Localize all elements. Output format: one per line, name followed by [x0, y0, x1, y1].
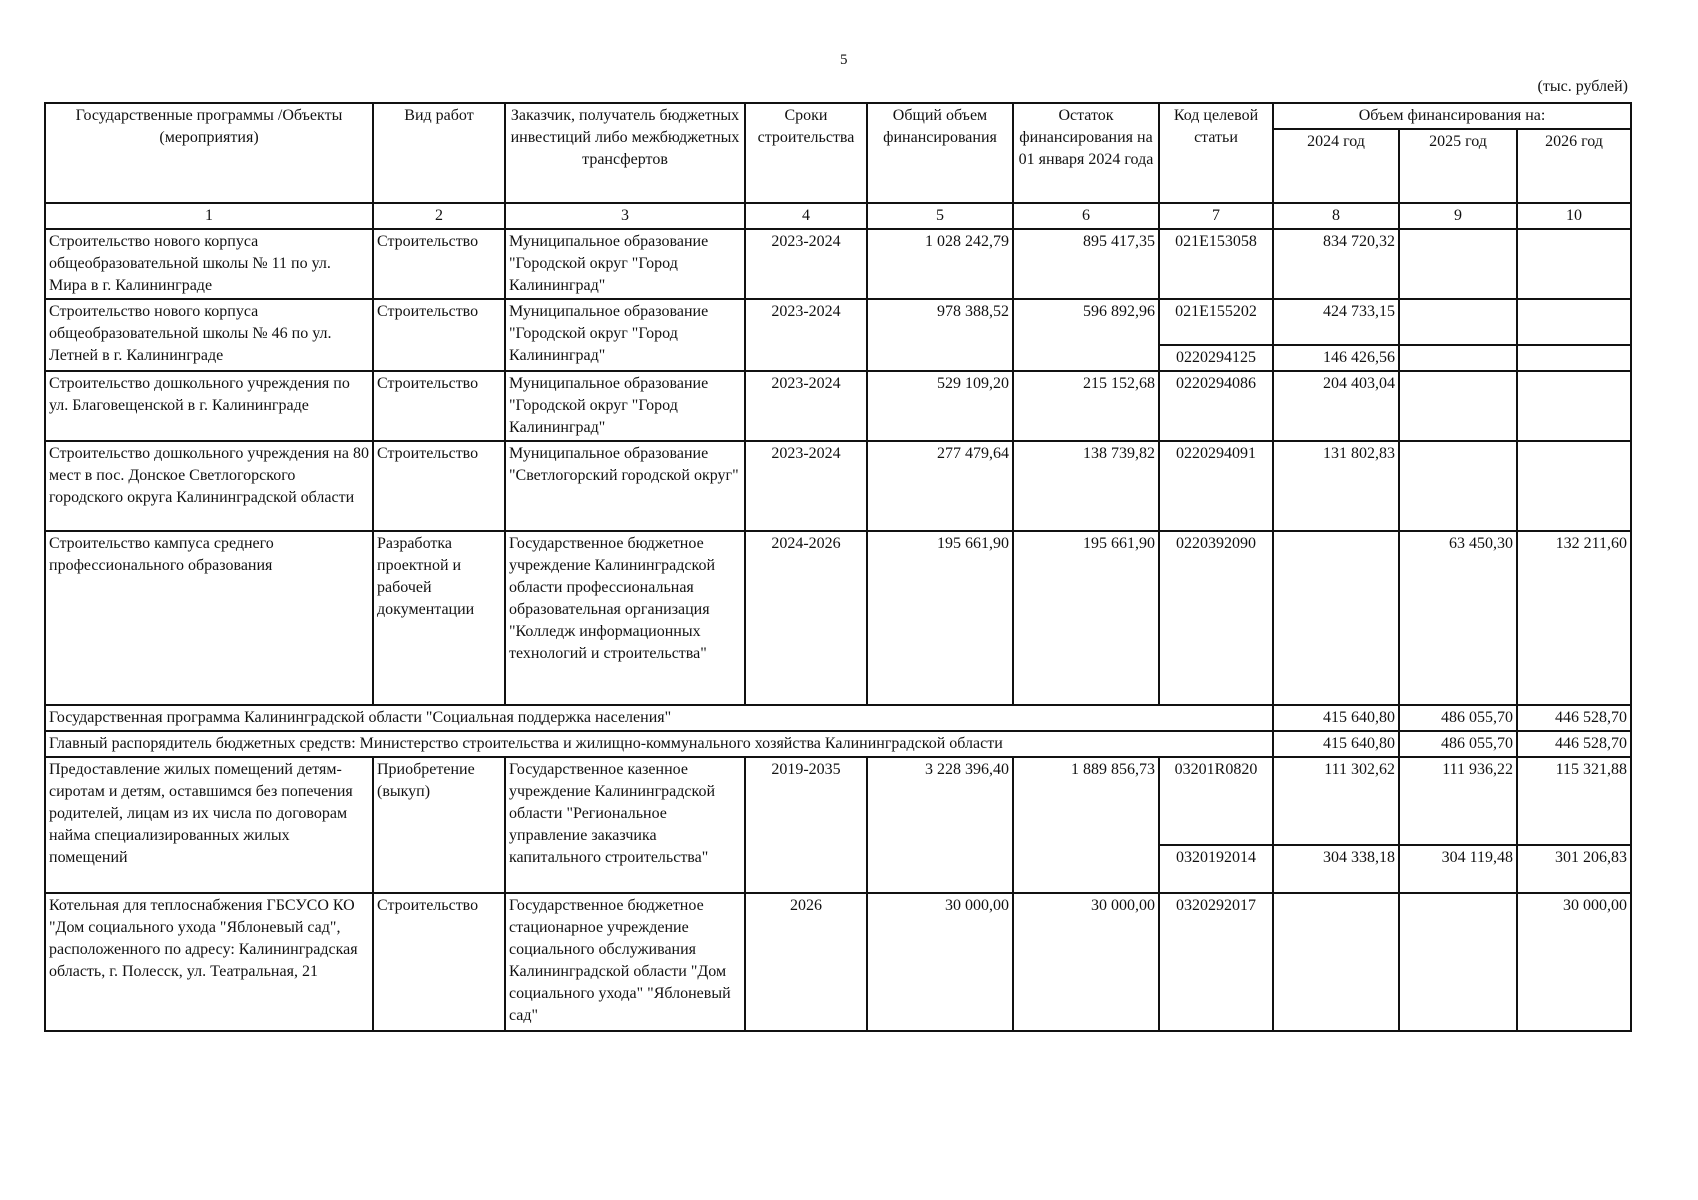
col-header-work-type: Вид работ [373, 103, 505, 203]
work-type-cell: Строительство [373, 441, 505, 531]
rest-cell: 1 889 856,73 [1013, 757, 1159, 893]
object-cell: Строительство дошкольного учреждения на 80 мест в пос. Донское Светлогорского городского округа Калининградской области [45, 441, 373, 531]
y2025-cell: 63 450,30 [1399, 531, 1517, 705]
y2026-cell: 115 321,88 [1517, 757, 1631, 845]
customer-cell: Муниципальное образование "Городской округ "Город Калининград" [505, 299, 745, 371]
program-y2024: 415 640,80 [1273, 705, 1399, 731]
code-cell: 0320292017 [1159, 893, 1273, 1031]
y2024-cell: 424 733,15 [1273, 299, 1399, 345]
col-header-period: Сроки строительства [745, 103, 867, 203]
customer-cell: Государственное бюджетное стационарное учреждение социального обслуживания Калининградской области "Дом социального ухода" "Яблоневый сад" [505, 893, 745, 1031]
units-label: (тыс. рублей) [1537, 78, 1628, 95]
period-cell: 2024-2026 [745, 531, 867, 705]
y2026-cell [1517, 345, 1631, 371]
manager-row [45, 731, 1631, 757]
rest-cell: 596 892,96 [1013, 299, 1159, 371]
program-y2025: 486 055,70 [1399, 705, 1517, 731]
y2024-cell: 146 426,56 [1273, 345, 1399, 371]
index-cell: 4 [745, 203, 867, 229]
index-cell: 7 [1159, 203, 1273, 229]
code-cell: 0220392090 [1159, 531, 1273, 705]
work-type-cell: Разработка проектной и рабочей документации [373, 531, 505, 705]
table-row [45, 757, 1631, 845]
y2025-cell [1399, 229, 1517, 299]
object-cell: Строительство кампуса среднего профессионального образования [45, 531, 373, 705]
index-cell: 1 [45, 203, 373, 229]
code-cell: 03201R0820 [1159, 757, 1273, 845]
period-cell: 2023-2024 [745, 441, 867, 531]
period-cell: 2026 [745, 893, 867, 1031]
work-type-cell: Строительство [373, 299, 505, 371]
rest-cell: 138 739,82 [1013, 441, 1159, 531]
rest-cell: 215 152,68 [1013, 371, 1159, 441]
y2024-cell: 834 720,32 [1273, 229, 1399, 299]
total-cell: 3 228 396,40 [867, 757, 1013, 893]
index-cell: 2 [373, 203, 505, 229]
code-cell: 021E153058 [1159, 229, 1273, 299]
table-row [45, 299, 1631, 345]
total-cell: 978 388,52 [867, 299, 1013, 371]
total-cell: 30 000,00 [867, 893, 1013, 1031]
y2025-cell: 111 936,22 [1399, 757, 1517, 845]
object-cell: Строительство нового корпуса общеобразовательной школы № 11 по ул. Мира в г. Калининграде [45, 229, 373, 299]
work-type-cell: Приобретение (выкуп) [373, 757, 505, 893]
work-type-cell: Строительство [373, 893, 505, 1031]
index-cell: 5 [867, 203, 1013, 229]
y2026-cell: 301 206,83 [1517, 845, 1631, 893]
index-cell: 3 [505, 203, 745, 229]
col-header-financing-group: Объем финансирования на: [1273, 103, 1631, 129]
y2024-cell: 304 338,18 [1273, 845, 1399, 893]
manager-y2025: 486 055,70 [1399, 731, 1517, 757]
index-row [45, 203, 1631, 229]
program-title: Государственная программа Калининградской области "Социальная поддержка населения" [45, 705, 1273, 731]
work-type-cell: Строительство [373, 229, 505, 299]
rest-cell: 895 417,35 [1013, 229, 1159, 299]
manager-y2026: 446 528,70 [1517, 731, 1631, 757]
col-header-2024: 2024 год [1273, 129, 1399, 203]
object-cell: Котельная для теплоснабжения ГБСУСО КО "Дом социального ухода "Яблоневый сад", расположенного по адресу: Калининградская область, г. Полесск, ул. Театральная, 21 [45, 893, 373, 1031]
y2024-cell [1273, 531, 1399, 705]
code-cell: 0220294091 [1159, 441, 1273, 531]
total-cell: 1 028 242,79 [867, 229, 1013, 299]
table-row [45, 531, 1631, 705]
y2025-cell [1399, 441, 1517, 531]
y2025-cell [1399, 345, 1517, 371]
col-header-code: Код целевой статьи [1159, 103, 1273, 203]
y2025-cell [1399, 893, 1517, 1031]
y2025-cell [1399, 299, 1517, 345]
rest-cell: 195 661,90 [1013, 531, 1159, 705]
col-header-total: Общий объем финансирования [867, 103, 1013, 203]
header-row [45, 103, 1631, 129]
object-cell: Предоставление жилых помещений детям-сиротам и детям, оставшимся без попечения родителей, лицам из их числа по договорам найма специализированных жилых помещений [45, 757, 373, 893]
code-cell: 0220294125 [1159, 345, 1273, 371]
manager-y2024: 415 640,80 [1273, 731, 1399, 757]
total-cell: 195 661,90 [867, 531, 1013, 705]
page-number: 5 [840, 52, 848, 68]
customer-cell: Муниципальное образование "Городской округ "Город Калининград" [505, 371, 745, 441]
col-header-customer: Заказчик, получатель бюджетных инвестиций либо межбюджетных трансфертов [505, 103, 745, 203]
y2024-cell: 204 403,04 [1273, 371, 1399, 441]
object-cell: Строительство дошкольного учреждения по ул. Благовещенской в г. Калининграде [45, 371, 373, 441]
work-type-cell: Строительство [373, 371, 505, 441]
total-cell: 277 479,64 [867, 441, 1013, 531]
code-cell: 021E155202 [1159, 299, 1273, 345]
y2026-cell [1517, 229, 1631, 299]
y2024-cell: 111 302,62 [1273, 757, 1399, 845]
code-cell: 0220294086 [1159, 371, 1273, 441]
code-cell: 0320192014 [1159, 845, 1273, 893]
col-header-objects: Государственные программы /Объекты (мероприятия) [45, 103, 373, 203]
object-cell: Строительство нового корпуса общеобразовательной школы № 46 по ул. Летней в г. Калининграде [45, 299, 373, 371]
y2026-cell: 30 000,00 [1517, 893, 1631, 1031]
period-cell: 2023-2024 [745, 229, 867, 299]
rest-cell: 30 000,00 [1013, 893, 1159, 1031]
period-cell: 2023-2024 [745, 371, 867, 441]
y2026-cell [1517, 371, 1631, 441]
col-header-rest: Остаток финансирования на 01 января 2024 года [1013, 103, 1159, 203]
y2026-cell [1517, 299, 1631, 345]
manager-title: Главный распорядитель бюджетных средств: Министерство строительства и жилищно-коммунального хозяйства Калининградской области [45, 731, 1273, 757]
customer-cell: Муниципальное образование "Городской округ "Город Калининград" [505, 229, 745, 299]
customer-cell: Муниципальное образование "Светлогорский городской округ" [505, 441, 745, 531]
period-cell: 2023-2024 [745, 299, 867, 371]
y2024-cell [1273, 893, 1399, 1031]
col-header-2025: 2025 год [1399, 129, 1517, 203]
period-cell: 2019-2035 [745, 757, 867, 893]
y2025-cell [1399, 371, 1517, 441]
customer-cell: Государственное бюджетное учреждение Калининградской области профессиональная образовательная организация "Колледж информационных технологий и строительства" [505, 531, 745, 705]
table-row [45, 371, 1631, 441]
y2025-cell: 304 119,48 [1399, 845, 1517, 893]
y2026-cell [1517, 441, 1631, 531]
table-row [45, 893, 1631, 1031]
col-header-2026: 2026 год [1517, 129, 1631, 203]
program-y2026: 446 528,70 [1517, 705, 1631, 731]
index-cell: 8 [1273, 203, 1399, 229]
customer-cell: Государственное казенное учреждение Калининградской области "Региональное управление заказчика капитального строительства" [505, 757, 745, 893]
table-row [45, 229, 1631, 299]
total-cell: 529 109,20 [867, 371, 1013, 441]
index-cell: 10 [1517, 203, 1631, 229]
program-row [45, 705, 1631, 731]
table-row [45, 441, 1631, 531]
y2026-cell: 132 211,60 [1517, 531, 1631, 705]
financing-table [44, 102, 1632, 1032]
index-cell: 6 [1013, 203, 1159, 229]
index-cell: 9 [1399, 203, 1517, 229]
y2024-cell: 131 802,83 [1273, 441, 1399, 531]
